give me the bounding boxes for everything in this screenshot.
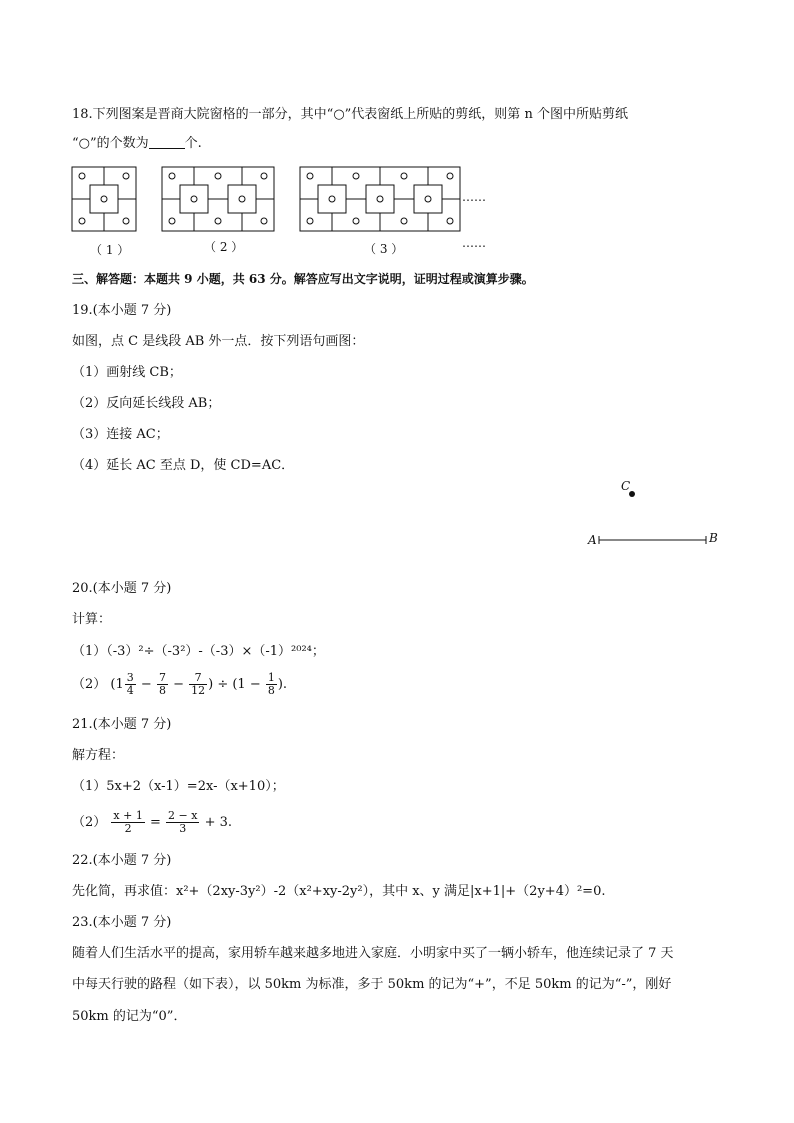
caption-2: （ 2 ） [204, 240, 244, 254]
q18-line2-a: “○”的个数为 [72, 136, 149, 151]
q21-item2-expr: $\frac{x + 1}{2}$ = $\frac{2 - x}{3}$ + 3. [113, 809, 232, 835]
q20-item-1: （1）（-3）²÷（-3²）-（-3）×（-1）²⁰²⁴； [72, 644, 325, 659]
q23-line1: 随着人们生活水平的提高，家用轿车越来越多地进入家庭．小明家中买了一辆小轿车，他连续记录了 7 天 [72, 946, 674, 961]
q20-item2-expr: (1 $\frac{3}{4}$ − $\frac{7}{8}$ − $\frac{7}{12}$ ) ÷ (1 − $\frac{1}{8}$ ). [110, 671, 288, 697]
q20-item2-prefix: （2） [72, 677, 107, 692]
q19-item-3: （3）连接 AC； [72, 427, 169, 442]
q21-item-1: （1）5x+2（x-1）=2x-（x+10）； [72, 779, 285, 794]
ellipsis-below: …… [462, 236, 486, 250]
q19-item-1: （1）画射线 CB； [72, 365, 182, 380]
figure-1 [72, 167, 136, 231]
q18-line2 [72, 135, 202, 153]
q21-item2-prefix: （2） [72, 815, 107, 830]
q23-line2: 中每天行驶的路程（如下表），以 50km 为标准，多于 50km 的记为“+”，不足 50km 的记为“-”，刚好 [72, 977, 672, 992]
section-heading: 三、解答题：本题共 9 小题，共 63 分。解答应写出文字说明，证明过程或演算步骤。 [72, 272, 534, 286]
label-a: A [588, 533, 597, 547]
q21-intro: 解方程： [72, 748, 125, 763]
q20-item-2 [72, 670, 287, 700]
label-b: B [709, 531, 718, 545]
q18-line1: 18.下列图案是晋商大院窗格的一部分，其中“○”代表窗纸上所贴的剪纸，则第 n 个图中所贴剪纸 [72, 107, 628, 122]
q19-intro: 如图，点 C 是线段 AB 外一点．按下列语句画图： [72, 334, 365, 349]
q22-text: 先化简，再求值：x²+（2xy-3y²）-2（x²+xy-2y²），其中 x、y 满足|x+1|+（2y+4）²=0. [72, 884, 606, 899]
answer-blank [149, 136, 185, 149]
segment-diagram [584, 478, 724, 550]
q21-item-2 [72, 808, 232, 838]
q19-header: 19.(本小题 7 分) [72, 303, 172, 318]
figure-3 [300, 167, 460, 231]
figure-2 [162, 167, 274, 231]
window-lattice-figures [70, 165, 465, 235]
caption-1: （ 1 ） [90, 243, 130, 257]
q21-header: 21.(本小题 7 分) [72, 717, 172, 732]
q20-header: 20.(本小题 7 分) [72, 581, 172, 596]
q22-header: 22.(本小题 7 分) [72, 853, 172, 868]
q20-intro: 计算： [72, 612, 112, 627]
q23-header: 23.(本小题 7 分) [72, 915, 172, 930]
caption-3: （ 3 ） [364, 242, 404, 256]
q23-line3: 50km 的记为“0”． [72, 1009, 187, 1024]
q19-item-4: （4）延长 AC 至点 D，使 CD=AC． [72, 458, 295, 473]
label-c: C [621, 479, 631, 493]
ellipsis-right: …… [462, 190, 486, 204]
q18-line2-b: 个. [184, 136, 202, 151]
q19-item-2: （2）反向延长线段 AB； [72, 396, 221, 411]
